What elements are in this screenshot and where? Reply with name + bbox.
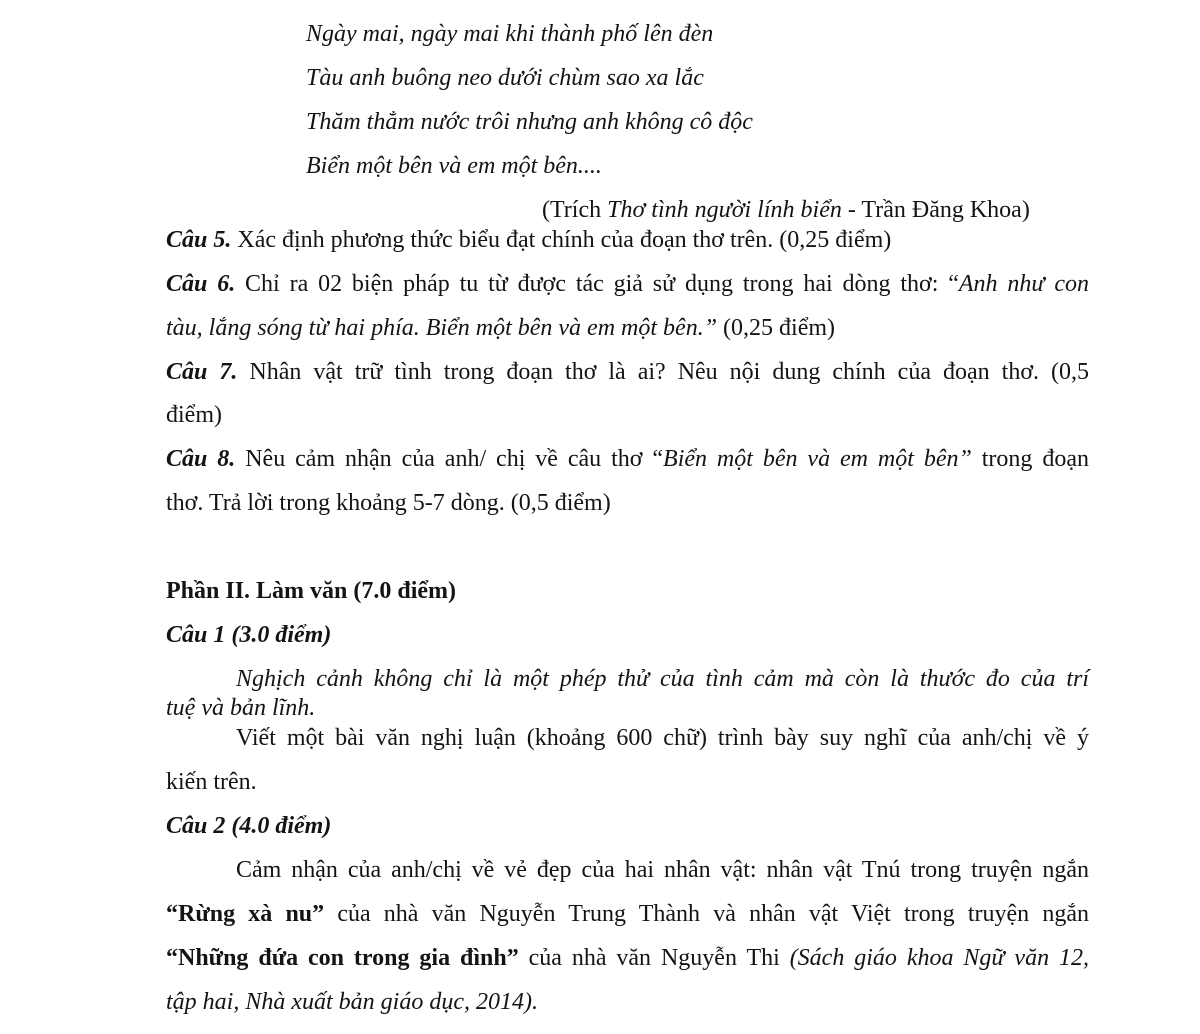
cau-1-quote-line-1: Nghịch cảnh không chỉ là một phép thử của tình cảm mà còn là thước đo của trí [236, 666, 1089, 692]
cau-1-task-line-1: Viết một bài văn nghị luận (khoảng 600 chữ) trình bày suy nghĩ của anh/chị về ý [236, 725, 1089, 751]
cau-1-task-line-2: kiến trên. [166, 769, 257, 795]
question-7-line-1: Câu 7. Nhân vật trữ tình trong đoạn thơ là ai? Nêu nội dung chính của đoạn thơ. (0,5 [166, 359, 1090, 385]
question-5: Câu 5. Xác định phương thức biểu đạt chính của đoạn thơ trên. (0,25 điểm) [166, 227, 892, 253]
part-2-heading: Phần II. Làm văn (7.0 điểm) [166, 578, 457, 604]
cau-1-heading: Câu 1 (3.0 điểm) [166, 622, 332, 648]
poem-citation: (Trích Thơ tình người lính biển - Trần Đăng Khoa) [542, 197, 1030, 223]
question-7-label: Câu 7. [166, 359, 238, 385]
question-8-line-2: thơ. Trả lời trong khoảng 5-7 dòng. (0,5 điểm) [166, 490, 611, 516]
poem-line-4: Biển một bên và em một bên.... [306, 153, 602, 179]
cau-2-line-4: tập hai, Nhà xuất bản giáo dục, 2014). [166, 989, 538, 1015]
poem-line-2: Tàu anh buông neo dưới chùm sao xa lắc [306, 65, 704, 91]
work-title-nhung-dua-con: “Những đứa con trong gia đình” [166, 945, 519, 971]
question-6-label: Câu 6. [166, 271, 236, 297]
cau-2-line-2: “Rừng xà nu” của nhà văn Nguyễn Trung Thành và nhân vật Việt trong truyện ngắn [166, 901, 1089, 927]
poem-line-3: Thăm thẳm nước trôi nhưng anh không cô độc [306, 109, 753, 135]
work-title-rung-xa-nu: “Rừng xà nu” [166, 901, 325, 927]
cau-2-line-1: Cảm nhận của anh/chị về vẻ đẹp của hai nhân vật: nhân vật Tnú trong truyện ngắn [236, 857, 1089, 883]
cau-2-heading: Câu 2 (4.0 điểm) [166, 813, 332, 839]
cau-2-line-3: “Những đứa con trong gia đình” của nhà văn Nguyễn Thi (Sách giáo khoa Ngữ văn 12, [166, 945, 1089, 971]
question-7-line-2: điểm) [166, 402, 222, 428]
question-6-line-1: Câu 6. Chỉ ra 02 biện pháp tu từ được tác giả sử dụng trong hai dòng thơ: “Anh như con [166, 271, 1089, 297]
poem-work-title: Thơ tình người lính biển [607, 197, 842, 223]
cau-1-quote-line-2: tuệ và bản lĩnh. [166, 695, 316, 721]
question-8-line-1: Câu 8. Nêu cảm nhận của anh/ chị về câu thơ “Biển một bên và em một bên” trong đoạn [166, 446, 1089, 472]
question-8-label: Câu 8. [166, 446, 236, 472]
question-5-label: Câu 5. [166, 227, 232, 253]
question-6-line-2: tàu, lắng sóng từ hai phía. Biển một bên và em một bên.” (0,25 điểm) [166, 315, 836, 341]
poem-line-1: Ngày mai, ngày mai khi thành phố lên đèn [306, 21, 714, 47]
